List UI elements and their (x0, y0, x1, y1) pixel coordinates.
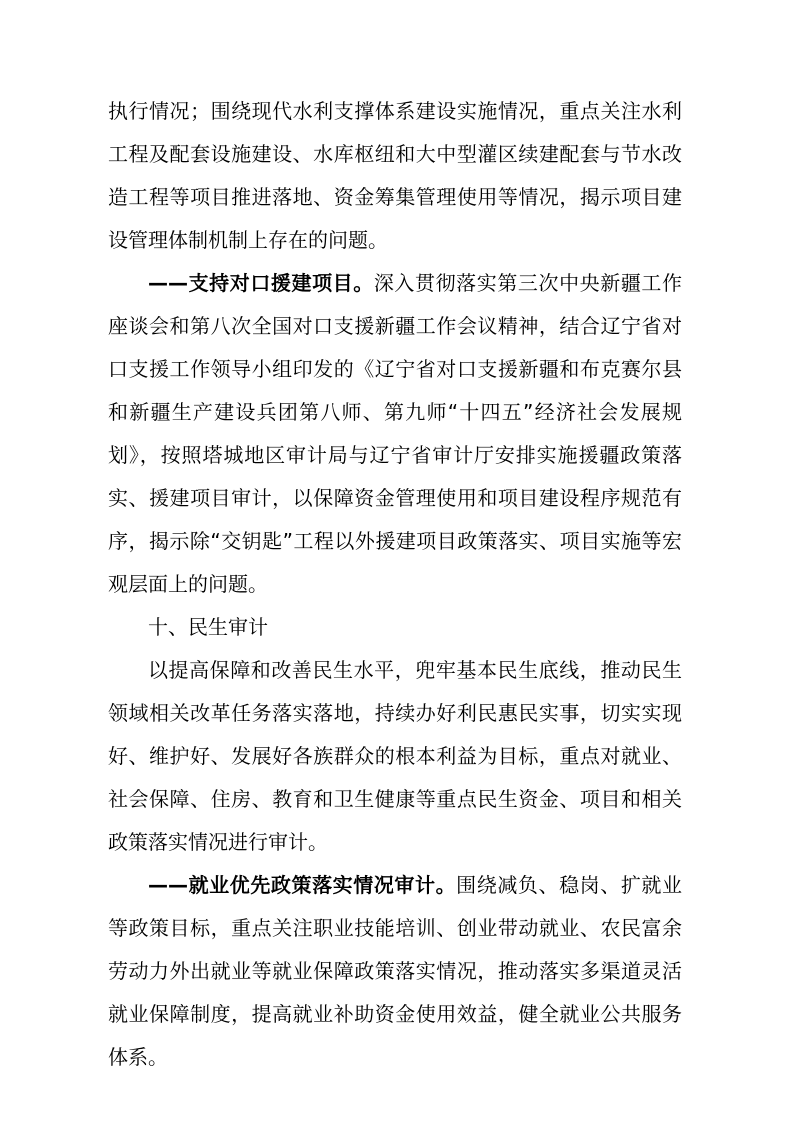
paragraph-employment-policy-audit (108, 864, 682, 1079)
paragraph-text: 以提高保障和改善民生水平，兜牢基本民生底线，推动民生领域相关改革任务落实落地，持续办好利民惠民实事，切实实现好、维护好、发展好各族群众的根本利益为目标，重点对就业、社会保障、住房、教育和卫生健康等重点民生资金、项目和相关政策落实情况进行审计。 (108, 658, 682, 854)
paragraph-minsheng-overview (108, 649, 682, 864)
section-heading-minsheng-audit (108, 606, 682, 649)
paragraph-text: 执行情况；围绕现代水利支撑体系建设实施情况，重点关注水利工程及配套设施建设、水库枢纽和大中型灌区续建配套与节水改造工程等项目推进落地、资金筹集管理使用等情况，揭示项目建设管理体制机制上存在的问题。 (108, 99, 682, 252)
paragraph-lead-bold: ——支持对口援建项目。 (148, 271, 374, 295)
section-heading-text: 十、民生审计 (148, 615, 268, 639)
paragraph-lead-bold: ——就业优先政策落实情况审计。 (148, 873, 457, 897)
paragraph-water-audit-continued (108, 90, 682, 262)
paragraph-text: 围绕减负、稳岗、扩就业等政策目标，重点关注职业技能培训、创业带动就业、农民富余劳动力外出就业等就业保障政策落实情况，推动落实多渠道灵活就业保障制度，提高就业补助资金使用效益，健全就业公共服务体系。 (108, 873, 683, 1069)
paragraph-text: 深入贯彻落实第三次中央新疆工作座谈会和第八次全国对口支援新疆工作会议精神，结合辽宁省对口支援工作领导小组印发的《辽宁省对口支援新疆和布克赛尔县和新疆生产建设兵团第八师、第九师“十四五”经济社会发展规划》，按照塔城地区审计局与辽宁省审计厅安排实施援疆政策落实、援建项目审计，以保障资金管理使用和项目建设程序规范有序，揭示除“交钥匙”工程以外援建项目政策落实、项目实施等宏观层面上的问题。 (108, 271, 683, 596)
page-content (108, 90, 682, 1079)
paragraph-support-aid-projects (108, 262, 682, 606)
